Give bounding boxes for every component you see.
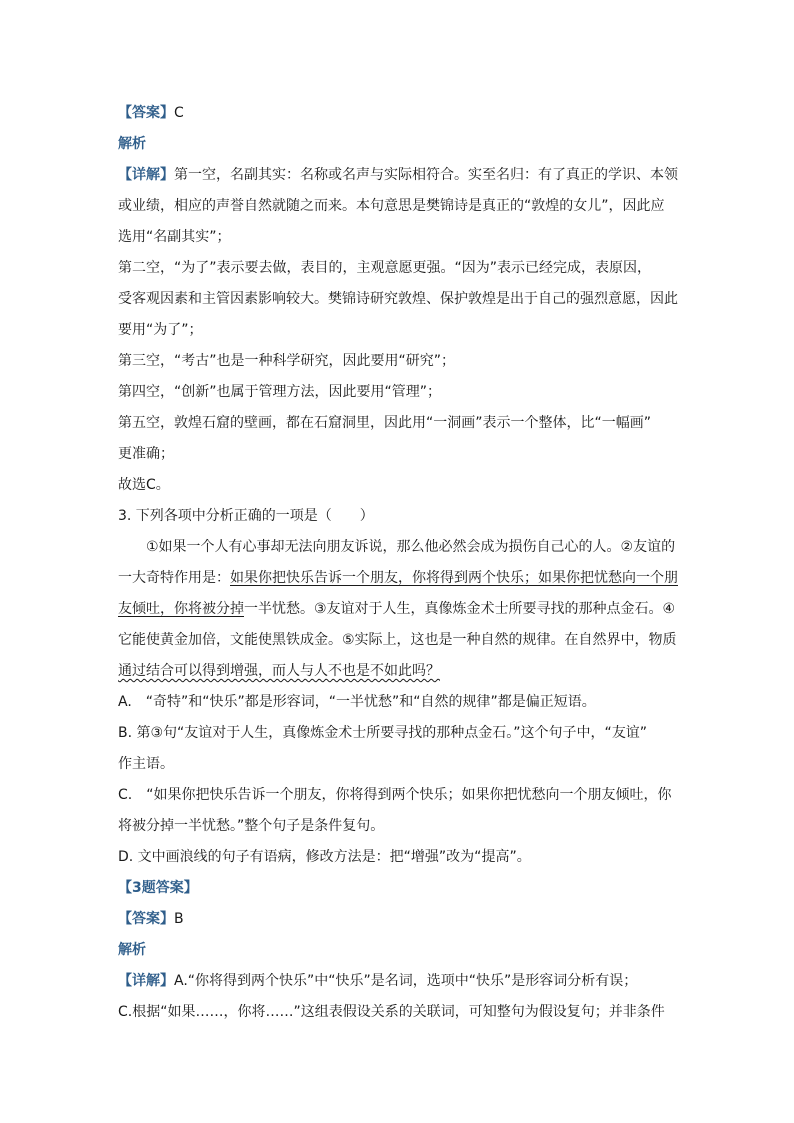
answer-line xyxy=(118,904,678,935)
answer-value: C xyxy=(174,105,184,121)
analysis-heading xyxy=(118,935,678,966)
detail-line-5: 受客观因素和主管因素影响较大。樊锦诗研究敦煌、保护敦煌是出于自己的强烈意愿，因此 xyxy=(118,291,678,307)
option-c-line-2: 将被分掉一半忧愁。”整个句子是条件复句。 xyxy=(118,818,385,834)
option-b-line-2: 作主语。 xyxy=(118,756,174,772)
answer-3-title: 【3题答案】 xyxy=(118,880,198,896)
analysis-label: 解析 xyxy=(118,942,146,958)
wavy-underlined-text: 通过结合可以得到增强，而人与人不也是不如此吗？ xyxy=(118,663,440,679)
underlined-text: 如果你把快乐告诉一个朋友，你将得到两个快乐；如果你把忧愁向一个朋 xyxy=(230,570,678,586)
detail-line-1 xyxy=(118,160,678,191)
detail-3-line-1 xyxy=(118,966,678,997)
detail-line-3: 选用“名副其实”； xyxy=(118,229,231,245)
detail-3-line-2: C.根据“如果……，你将……”这组表假设关系的关联词，可知整句为假设复句；并非条件 xyxy=(118,1004,665,1020)
question-stem: 3. 下列各项中分析正确的一项是（ ） xyxy=(118,508,374,524)
underlined-text: 友倾吐，你将被分掉 xyxy=(118,601,244,617)
analysis-heading xyxy=(118,129,678,160)
answer-line xyxy=(118,98,678,129)
option-c-line-1: C. “如果你把快乐告诉一个朋友，你将得到两个快乐；如果你把忧愁向一个朋友倾吐，你 xyxy=(118,787,672,803)
passage-line-3 xyxy=(118,594,678,625)
detail-line-7: 第三空，“考古”也是一种科学研究，因此要用“研究”； xyxy=(118,353,456,369)
answer-3-heading xyxy=(118,873,678,904)
analysis-label: 解析 xyxy=(118,136,146,152)
detail-label: 【详解】 xyxy=(118,167,174,183)
detail-text: A.“你将得到两个快乐”中“快乐”是名词，选项中“快乐”是形容词分析有误； xyxy=(174,973,638,989)
detail-line-6: 要用“为了”； xyxy=(118,322,203,338)
passage-line-1: ①如果一个人有心事却无法向朋友诉说，那么他必然会成为损伤自己心的人。②友谊的 xyxy=(146,539,676,555)
detail-label: 【详解】 xyxy=(118,973,174,989)
detail-line-11: 故选C。 xyxy=(118,477,170,493)
detail-text: 第一空，名副其实：名称或名声与实际相符合。实至名归：有了真正的学识、本领 xyxy=(174,167,678,183)
option-b-line-1: B. 第③句“友谊对于人生，真像炼金术士所要寻找的那种点金石。”这个句子中，“友谊” xyxy=(118,725,648,741)
answer-value: B xyxy=(174,911,184,927)
passage-text: 一半忧愁。③友谊对于人生，真像炼金术士所要寻找的那种点金石。④ xyxy=(244,601,676,617)
detail-line-9: 第五空，敦煌石窟的壁画，都在石窟洞里，因此用“一洞画”表示一个整体，比“一幅画” xyxy=(118,415,652,431)
detail-line-10: 更准确； xyxy=(118,446,174,462)
passage-line-5 xyxy=(118,656,678,687)
detail-line-4: 第二空，“为了”表示要去做，表目的，主观意愿更强。“因为”表示已经完成，表原因， xyxy=(118,260,652,276)
passage-line-2 xyxy=(118,563,678,594)
detail-line-2: 或业绩，相应的声誉自然就随之而来。本句意思是樊锦诗是真正的“敦煌的女儿”，因此应 xyxy=(118,198,665,214)
passage-text: 一大奇特作用是： xyxy=(118,570,230,586)
detail-line-8: 第四空，“创新”也属于管理方法，因此要用“管理”； xyxy=(118,384,442,400)
passage-line-4: 它能使黄金加倍，文能使黑铁成金。⑤实际上，这也是一种自然的规律。在自然界中，物质 xyxy=(118,632,677,648)
answer-label: 【答案】 xyxy=(118,105,174,121)
option-d: D. 文中画浪线的句子有语病，修改方法是：把“增强”改为“提高”。 xyxy=(118,849,531,865)
document-body xyxy=(118,98,678,1028)
answer-label: 【答案】 xyxy=(118,911,174,927)
option-a: A. “奇特”和“快乐”都是形容词，“一半忧愁”和“自然的规律”都是偏正短语。 xyxy=(118,694,596,710)
